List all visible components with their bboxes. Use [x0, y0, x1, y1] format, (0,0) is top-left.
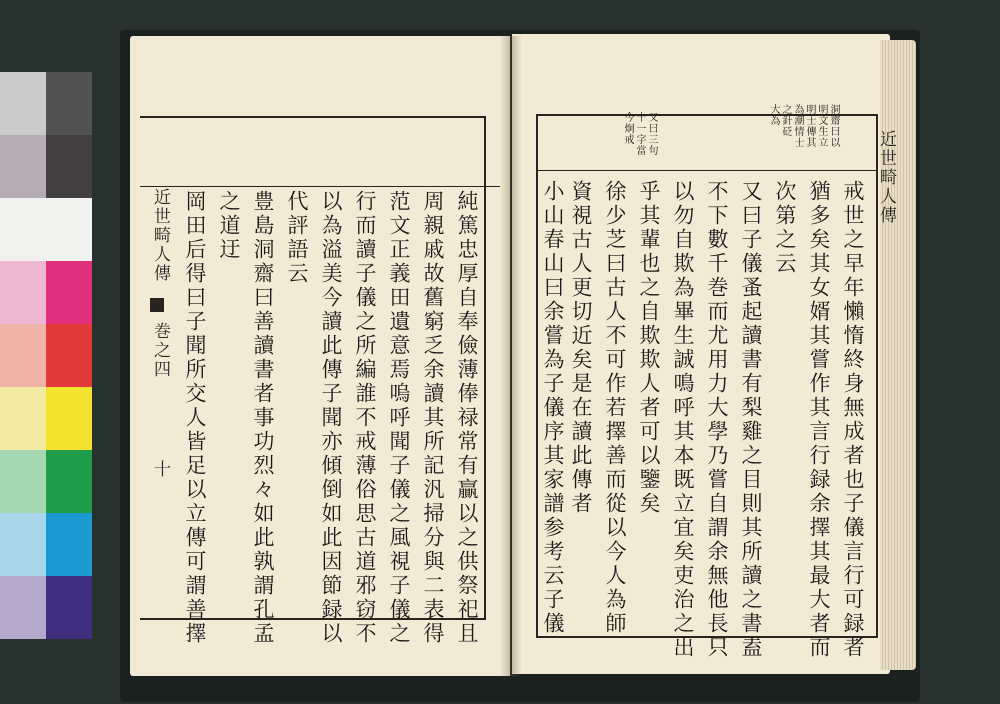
text-column: 純篤忠厚自奉儉薄俸禄常有贏以之供祭祀且 [455, 190, 479, 646]
color-chip [0, 387, 46, 450]
left-page-number: 十 [150, 460, 170, 479]
header-note-col: 明文生立 [816, 104, 827, 148]
color-chip [46, 387, 92, 450]
color-chip [0, 513, 46, 576]
text-column: 代評語云 [285, 190, 309, 286]
header-note2-col: 十一字當 [634, 112, 645, 156]
text-column: 岡田后得曰子聞所交人皆足以立傳可謂善擇 [183, 190, 207, 646]
header-note-col: 為潮情士 [792, 104, 803, 148]
text-column: 又曰子儀蚤起讀書有梨雞之目則其所讀之書盍 [739, 180, 763, 660]
color-chip [0, 324, 46, 387]
text-column: 不下數千巻而尤用力大學乃嘗自謂余無他長只 [705, 180, 729, 660]
color-chip [0, 72, 46, 135]
text-column: 猶多矣其女婿其嘗作其言行録余擇其最大者而 [807, 180, 831, 660]
text-column: 行而讀子儀之所編誰不戒薄俗思古道邪窃不 [353, 190, 377, 646]
right-hashira: 近世畸人傳 [876, 130, 896, 225]
text-column: 徐少芝曰古人不可作若擇善而從以今人為師 [603, 180, 627, 636]
color-calibration-chart [0, 72, 92, 642]
color-chip [46, 513, 92, 576]
color-chip [0, 198, 46, 261]
right-header-rule [536, 170, 876, 171]
text-column: 戒世之早年懶惰終身無成者也子儀言行可録者 [841, 180, 865, 660]
text-column: 資視古人更切近矣是在讀此傳者 [569, 180, 593, 516]
text-column: 豊島洞齋曰善讀書者事功烈々如此孰謂孔孟 [251, 190, 275, 646]
text-column: 次第之云 [773, 180, 797, 276]
color-chip [46, 324, 92, 387]
color-chip [0, 576, 46, 639]
color-chip [46, 135, 92, 198]
header-note-col: 大為 [768, 104, 779, 126]
text-column: 范文正義田遺意焉嗚呼聞子儀之風視子儀之 [387, 190, 411, 646]
header-note2-col: 今炯戒 [622, 112, 633, 145]
header-note-col: 洞齋曰以 [828, 104, 839, 148]
left-header-rule [140, 186, 500, 187]
text-column: 小山春山曰余嘗為子儀序其家譜参考云子儀 [541, 180, 565, 636]
text-column: 之道迂 [217, 190, 241, 262]
color-chip [0, 450, 46, 513]
header-note2-col: 又曰三句 [646, 112, 657, 156]
left-hashira-volume: 巻之四 [150, 322, 170, 379]
color-chip [0, 261, 46, 324]
text-column: 以為溢美今讀此傳子聞亦傾倒如此因節録以 [319, 190, 343, 646]
left-hashira-title: 近世畸人傳 [150, 188, 170, 283]
gyobi-mark [150, 298, 164, 312]
book-gutter [500, 36, 522, 676]
color-chip [46, 450, 92, 513]
color-chip [0, 135, 46, 198]
text-column: 以勿自欺為畢生誠鳴呼其本既立宜矣吏治之出 [671, 180, 695, 660]
text-column: 乎其輩也之自欺欺人者可以鑒矣 [637, 180, 661, 516]
text-column: 周親戚故舊窮乏余讀其所記汎掃分與二表得 [421, 190, 445, 646]
color-chip [46, 576, 92, 639]
color-chip [46, 261, 92, 324]
header-note-col: 之針砭 [780, 104, 791, 137]
color-chip [46, 72, 92, 135]
header-note-col: 明士傳其 [804, 104, 815, 148]
color-chip [46, 198, 92, 261]
